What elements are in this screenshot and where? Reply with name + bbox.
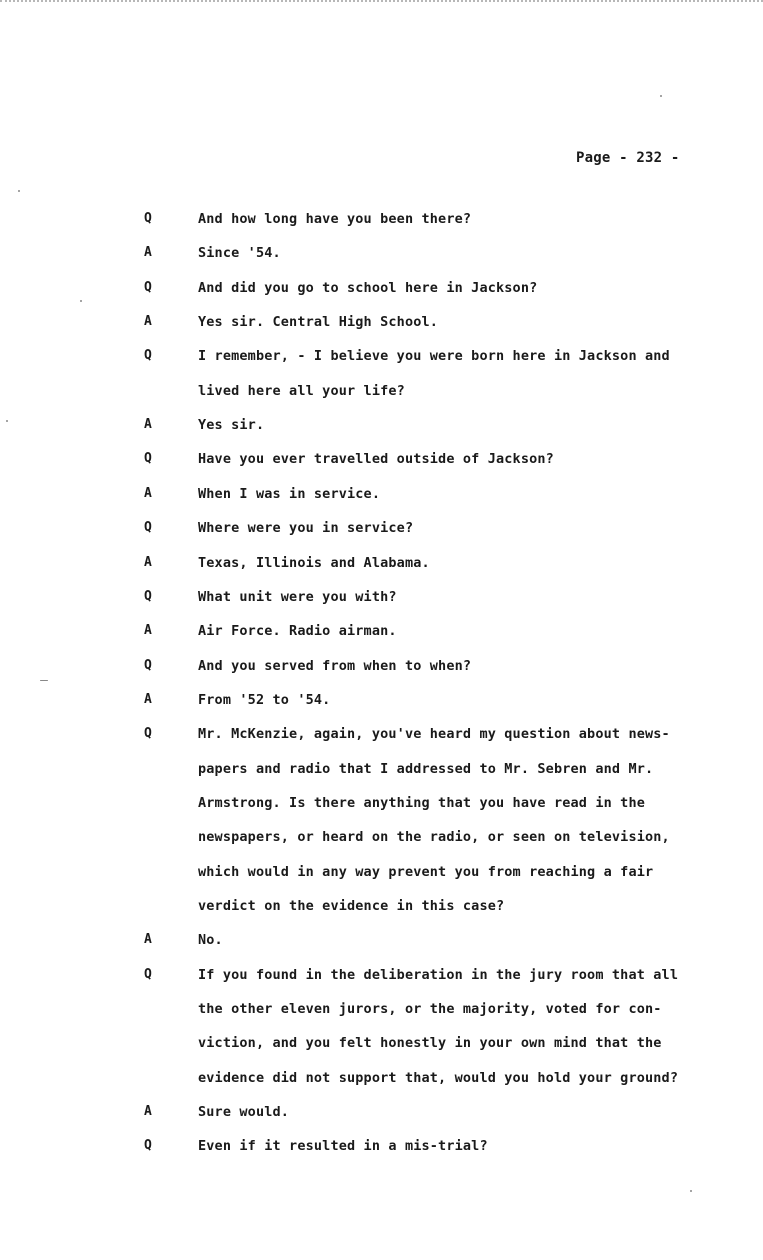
transcript-line: Have you ever travelled outside of Jackson?	[198, 451, 554, 468]
answer-marker: A	[144, 691, 152, 707]
transcript-line: And did you go to school here in Jackson?	[198, 279, 538, 296]
answer-marker: A	[144, 417, 152, 433]
transcript-line: Even if it resulted in a mis-trial?	[198, 1138, 488, 1155]
transcript-line: I remember, - I believe you were born here in Jackson and	[198, 348, 670, 365]
transcript-line: which would in any way prevent you from reaching a fair	[198, 863, 654, 880]
answer-marker: A	[144, 554, 152, 570]
transcript-line: And how long have you been there?	[198, 211, 472, 227]
transcript-line: From '52 to '54.	[198, 691, 331, 708]
transcript-line: the other eleven jurors, or the majority, voted for con-	[198, 1001, 662, 1018]
transcript-line: Since '54.	[198, 245, 281, 262]
transcript-line: Armstrong. Is there anything that you have read in the	[198, 794, 645, 811]
scan-speck	[18, 190, 20, 192]
transcript-line: evidence did not support that, would you hold your ground?	[198, 1069, 679, 1086]
question-marker: Q	[144, 520, 152, 536]
transcript-line: newspapers, or heard on the radio, or seen on television,	[198, 829, 670, 846]
question-marker: Q	[144, 657, 152, 673]
scan-speck	[80, 300, 82, 302]
transcript-line: Sure would.	[198, 1104, 290, 1121]
transcript-line: Texas, Illinois and Alabama.	[198, 554, 430, 571]
transcript-line: If you found in the deliberation in the jury room that all	[198, 966, 679, 983]
page-number: Page - 232 -	[576, 150, 680, 166]
answer-marker: A	[144, 314, 152, 330]
answer-marker: A	[144, 1104, 152, 1120]
transcript-line: When I was in service.	[198, 485, 381, 502]
question-marker: Q	[144, 279, 152, 295]
answer-marker: A	[144, 932, 152, 948]
transcript-line: Where were you in service?	[198, 520, 414, 537]
scan-top-edge	[0, 0, 763, 12]
transcript-line: No.	[198, 932, 223, 949]
transcript-line: papers and radio that I addressed to Mr. Sebren and Mr.	[198, 760, 654, 777]
scan-speck	[6, 420, 8, 422]
transcript-line: verdict on the evidence in this case?	[198, 898, 505, 914]
answer-marker: A	[144, 485, 152, 501]
question-marker: Q	[144, 451, 152, 467]
transcript-line: And you served from when to when?	[198, 657, 472, 674]
transcript-line: Yes sir.	[198, 417, 265, 434]
question-marker: Q	[144, 726, 152, 742]
transcript-line: lived here all your life?	[198, 382, 405, 399]
scan-speck	[40, 680, 48, 681]
transcript-line: viction, and you felt honestly in your own mind that the	[198, 1035, 662, 1052]
scan-speck	[690, 1190, 692, 1192]
transcript-line: Mr. McKenzie, again, you've heard my question about news-	[198, 726, 670, 743]
answer-marker: A	[144, 623, 152, 639]
transcript-line: Yes sir. Central High School.	[198, 314, 439, 331]
transcript-line: What unit were you with?	[198, 588, 397, 605]
question-marker: Q	[144, 1138, 152, 1154]
transcript-line: Air Force. Radio airman.	[198, 623, 397, 640]
question-marker: Q	[144, 588, 152, 604]
scan-speck	[660, 95, 662, 97]
answer-marker: A	[144, 245, 152, 261]
question-marker: Q	[144, 966, 152, 982]
question-marker: Q	[144, 211, 152, 226]
question-marker: Q	[144, 348, 152, 364]
